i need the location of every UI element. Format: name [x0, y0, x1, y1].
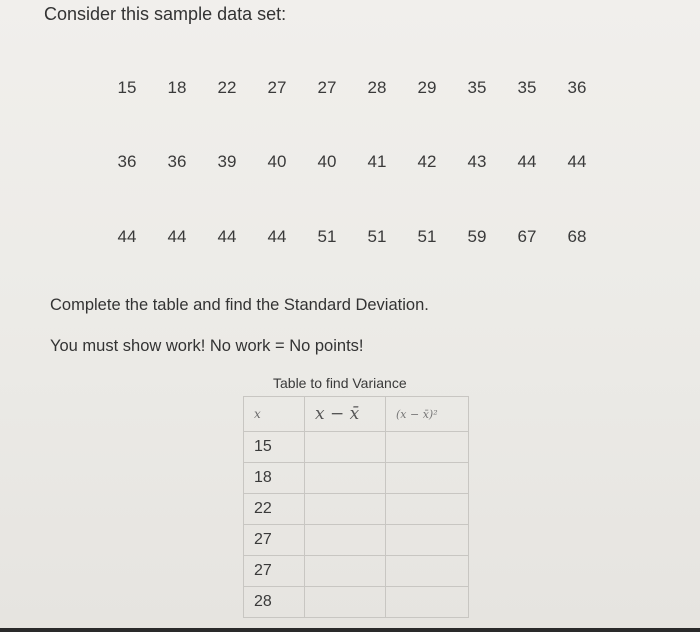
squared-deviation-cell[interactable]: [386, 463, 469, 494]
table-row: [244, 432, 469, 463]
table-row: [244, 556, 469, 587]
data-value: 40: [317, 152, 337, 171]
intro-text: Consider this sample data set:: [44, 4, 287, 24]
squared-deviation-cell[interactable]: [386, 556, 469, 587]
data-value: 44: [567, 152, 587, 171]
deviation-cell[interactable]: [305, 463, 386, 494]
deviation-cell[interactable]: [305, 525, 386, 556]
data-value: 44: [267, 227, 287, 246]
x-cell: 22: [244, 494, 305, 525]
data-value: 44: [217, 227, 237, 246]
deviation-cell[interactable]: [305, 432, 386, 463]
data-value: 27: [317, 78, 337, 97]
table-row: [244, 587, 469, 618]
data-value: 41: [367, 152, 387, 171]
data-value: 28: [367, 78, 387, 97]
instruction-text: Complete the table and find the Standard Deviation.: [50, 296, 429, 314]
data-value: 15: [117, 78, 137, 97]
data-value: 35: [467, 78, 487, 97]
data-row-3: [107, 227, 597, 247]
x-cell: 18: [244, 463, 305, 494]
variance-table: [243, 396, 469, 618]
data-value: 42: [417, 152, 437, 171]
header-deviation: x − x̄: [305, 397, 386, 432]
screen-bottom-edge: [0, 628, 700, 632]
x-cell: 15: [244, 432, 305, 463]
table-caption: Table to find Variance: [273, 375, 407, 391]
data-value: 68: [567, 227, 587, 246]
data-value: 59: [467, 227, 487, 246]
deviation-cell[interactable]: [305, 494, 386, 525]
squared-deviation-cell[interactable]: [386, 494, 469, 525]
data-value: 40: [267, 152, 287, 171]
data-value: 51: [367, 227, 387, 246]
x-cell: 27: [244, 556, 305, 587]
data-value: 67: [517, 227, 537, 246]
table-row: [244, 463, 469, 494]
x-cell: 28: [244, 587, 305, 618]
data-value: 36: [167, 152, 187, 171]
header-squared-deviation: (x − x̄)²: [386, 397, 469, 432]
table-header-row: [244, 397, 469, 432]
x-cell: 27: [244, 525, 305, 556]
deviation-cell[interactable]: [305, 556, 386, 587]
data-value: 36: [117, 152, 137, 171]
data-value: 44: [517, 152, 537, 171]
data-value: 43: [467, 152, 487, 171]
squared-deviation-cell[interactable]: [386, 587, 469, 618]
data-value: 44: [167, 227, 187, 246]
data-value: 27: [267, 78, 287, 97]
data-value: 29: [417, 78, 437, 97]
data-value: 51: [417, 227, 437, 246]
data-value: 35: [517, 78, 537, 97]
data-value: 22: [217, 78, 237, 97]
deviation-cell[interactable]: [305, 587, 386, 618]
data-value: 51: [317, 227, 337, 246]
squared-deviation-cell[interactable]: [386, 432, 469, 463]
warning-text: You must show work! No work = No points!: [50, 337, 364, 355]
data-value: 39: [217, 152, 237, 171]
data-value: 36: [567, 78, 587, 97]
header-x: x: [244, 397, 305, 432]
data-value: 18: [167, 78, 187, 97]
data-value: 44: [117, 227, 137, 246]
data-row-2: [107, 152, 597, 172]
table-row: [244, 494, 469, 525]
data-row-1: [107, 78, 597, 98]
squared-deviation-cell[interactable]: [386, 525, 469, 556]
table-row: [244, 525, 469, 556]
